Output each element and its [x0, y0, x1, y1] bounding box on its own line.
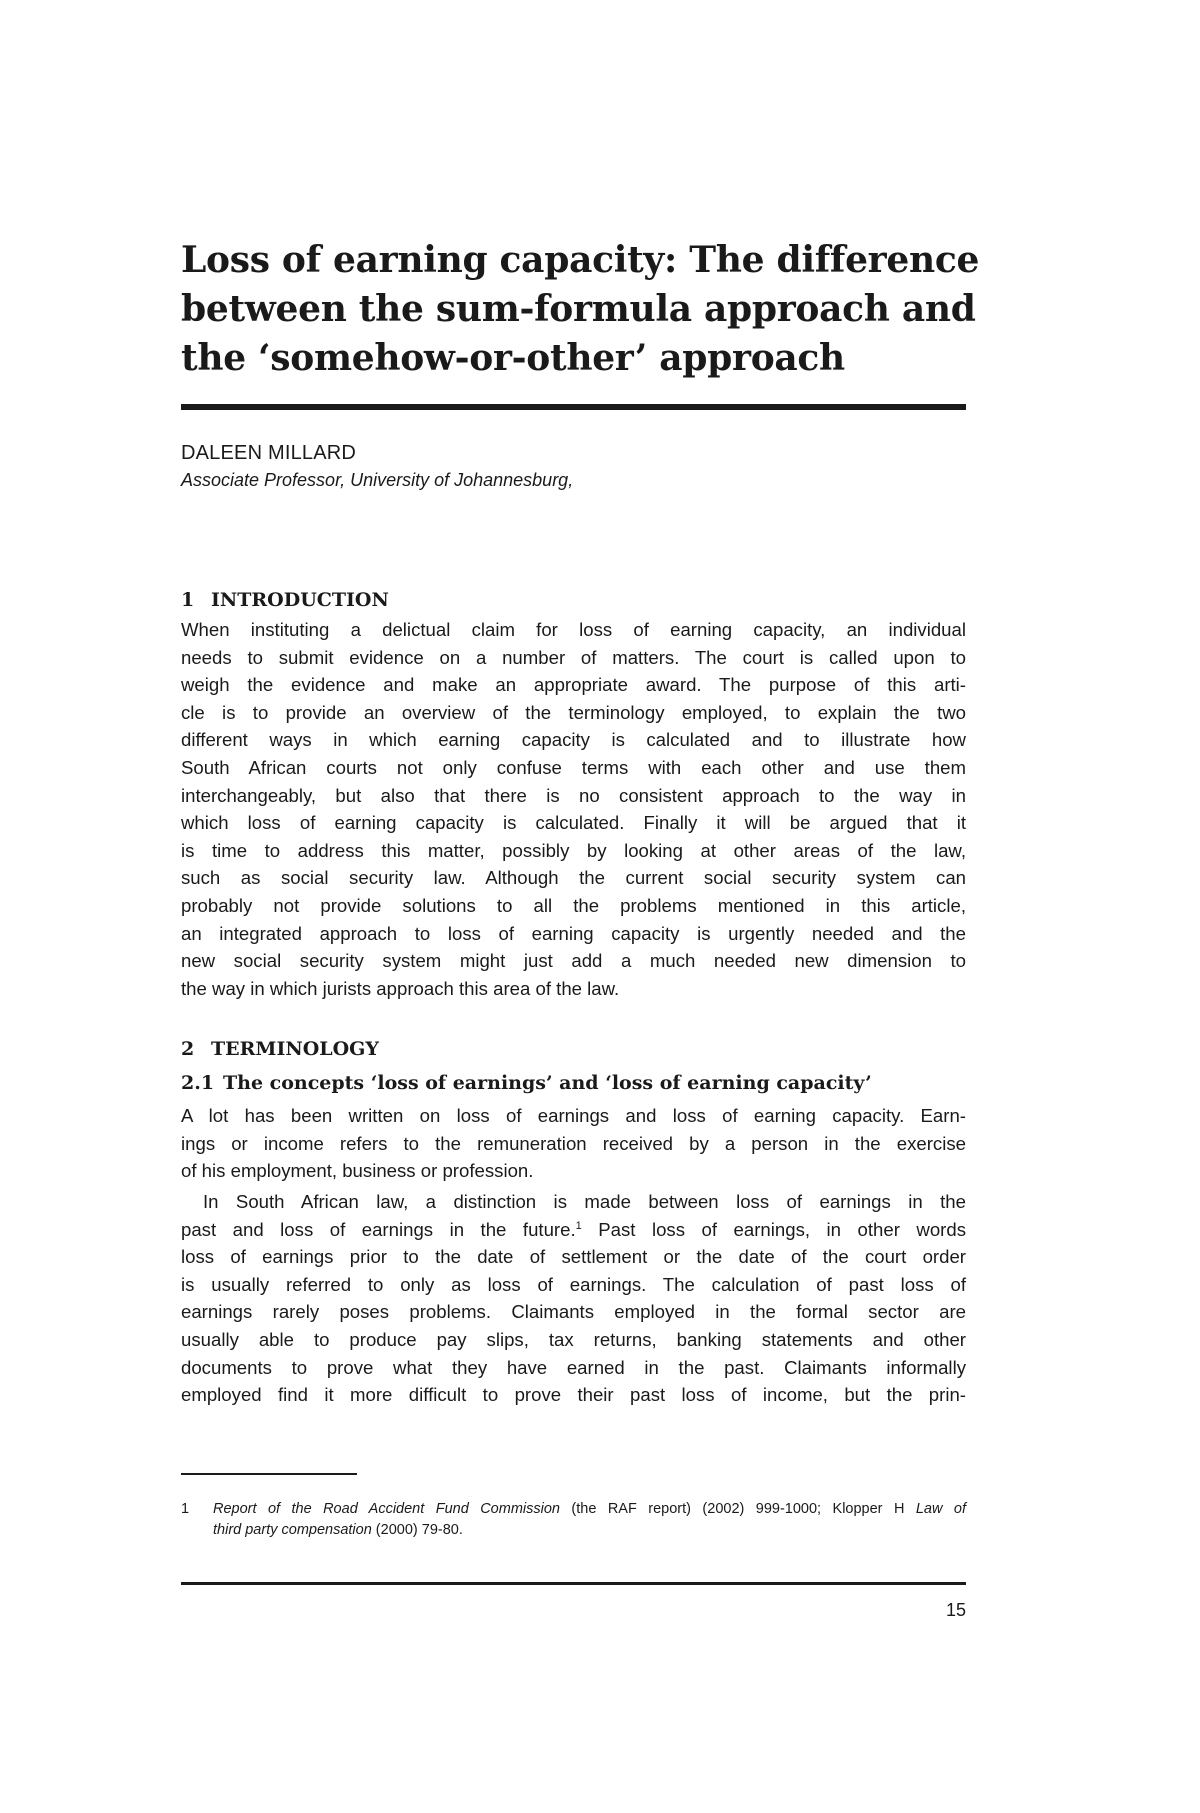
text-line: [181, 1216, 966, 1244]
text-line: usually able to produce pay slips, tax returns, banking statements and other: [181, 1328, 966, 1350]
footnote-reference[interactable]: 1: [575, 1219, 582, 1232]
author-name: DALEEN MILLARD: [181, 442, 357, 464]
cited-title: Law of: [915, 1501, 966, 1517]
text-line: documents to prove what they have earned in the past. Claimants informally: [181, 1356, 966, 1378]
text-line: A lot has been written on loss of earnings and loss of earning capacity. Earn-: [181, 1105, 966, 1126]
text-line: the way in which jurists approach this area of the law.: [181, 977, 620, 999]
bottom-rule: [181, 1582, 966, 1585]
text-line: which loss of earning capacity is calculated. Finally it will be argued that it: [181, 812, 966, 834]
text-line: of his employment, business or profession.: [181, 1160, 534, 1182]
subsection-heading: [181, 1070, 872, 1096]
journal-page: [181, 0, 980, 1813]
text-line: weigh the evidence and make an appropriate award. The purpose of this arti-: [181, 674, 966, 696]
terminology-paragraph-2: [181, 1188, 966, 1409]
text-line: interchangeably, but also that there is no consistent approach to the way in: [181, 784, 966, 806]
text-line: different ways in which earning capacity is calculated and to illustrate how: [181, 729, 966, 751]
section-title: TERMINOLOGY: [211, 1038, 379, 1060]
terminology-paragraph-1: [181, 1102, 966, 1185]
footnote-number: 1: [181, 1501, 190, 1517]
section-heading-terminology: [181, 1036, 379, 1062]
author-affiliation: Associate Professor, University of Johannesburg,: [181, 470, 574, 490]
text-line: needs to submit evidence on a number of matters. The court is called upon to: [181, 646, 966, 668]
section-number: 1: [181, 589, 195, 611]
title-rule: [181, 404, 966, 410]
text-line: probably not provide solutions to all the problems mentioned in this article,: [181, 894, 966, 916]
text-segment: Past loss of earnings, in other words: [581, 1218, 966, 1240]
text-line: When instituting a delictual claim for loss of earning capacity, an individual: [181, 619, 966, 640]
footnote-line: [213, 1499, 966, 1520]
text-segment: past and loss of earnings in the future.: [181, 1218, 576, 1240]
footnote-line: [213, 1520, 966, 1541]
title-line: Loss of earning capacity: The difference: [181, 239, 980, 281]
text-line: In South African law, a distinction is made between loss of earnings in the: [203, 1191, 966, 1212]
text-line: South African courts not only confuse terms with each other and use them: [181, 756, 966, 778]
subsection-title: The concepts ‘loss of earnings’ and ‘loss of earning capacity’: [223, 1072, 872, 1094]
footnote-separator: [181, 1473, 357, 1475]
text-line: cle is to provide an overview of the terminology employed, to explain the two: [181, 701, 966, 723]
cited-title: Report of the Road Accident Fund Commission: [213, 1501, 560, 1517]
page-number: 15: [945, 1600, 966, 1620]
text-line: earnings rarely poses problems. Claimants employed in the formal sector are: [181, 1301, 966, 1323]
section-heading-introduction: [181, 587, 389, 613]
title-line: between the sum-formula approach and: [181, 288, 976, 330]
footnote-text: [213, 1499, 966, 1541]
text-line: employed find it more difficult to prove their past loss of income, but the prin-: [181, 1384, 966, 1406]
introduction-paragraph: [181, 616, 966, 1002]
text-line: such as social security law. Although the current social security system can: [181, 867, 966, 889]
subsection-number: 2.1: [181, 1072, 215, 1094]
text-segment: (the RAF report) (2002) 999-1000; Klopper H: [559, 1501, 916, 1517]
text-line: ings or income refers to the remuneration received by a person in the exercise: [181, 1132, 966, 1154]
text-segment: (2000) 79-80.: [371, 1522, 463, 1538]
text-line: is usually referred to only as loss of earnings. The calculation of past loss of: [181, 1273, 966, 1295]
text-line: is time to address this matter, possibly by looking at other areas of the law,: [181, 839, 966, 861]
text-line: new social security system might just add a much needed new dimension to: [181, 950, 966, 972]
text-line: loss of earnings prior to the date of settlement or the date of the court order: [181, 1246, 966, 1268]
article-title: [181, 236, 980, 383]
section-title: INTRODUCTION: [211, 589, 389, 611]
title-line: the ‘somehow-or-other’ approach: [181, 337, 845, 379]
section-number: 2: [181, 1038, 195, 1060]
footnote: [181, 1499, 966, 1541]
cited-title: third party compensation: [213, 1522, 372, 1538]
text-line: an integrated approach to loss of earning capacity is urgently needed and the: [181, 922, 966, 944]
